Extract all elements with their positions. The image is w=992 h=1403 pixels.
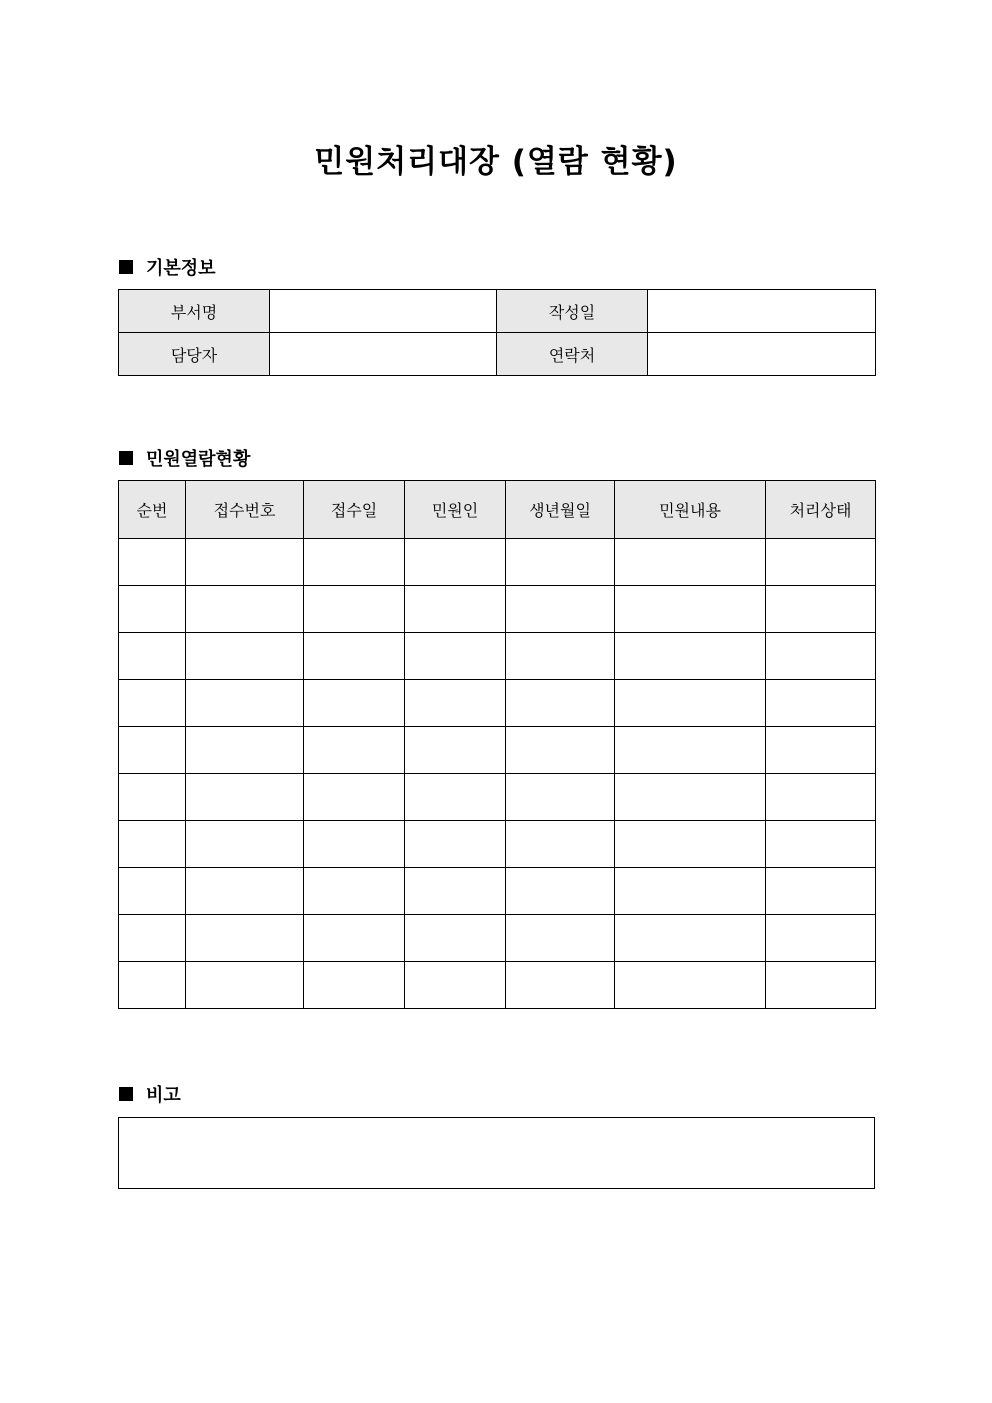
table-cell[interactable]: [506, 633, 615, 680]
table-cell[interactable]: [405, 868, 506, 915]
table-cell[interactable]: [405, 821, 506, 868]
table-cell[interactable]: [766, 962, 876, 1009]
section-list-label: 민원열람현황: [146, 449, 251, 470]
table-cell[interactable]: [119, 539, 186, 586]
table-cell[interactable]: [615, 586, 766, 633]
table-cell[interactable]: [506, 915, 615, 962]
table-cell[interactable]: [506, 727, 615, 774]
table-cell[interactable]: [405, 774, 506, 821]
column-header: 민원인: [405, 481, 506, 539]
table-row: [119, 633, 876, 680]
table-cell[interactable]: [766, 633, 876, 680]
table-cell[interactable]: [186, 821, 304, 868]
contact-field[interactable]: [648, 333, 876, 376]
table-cell[interactable]: [304, 539, 405, 586]
table-cell[interactable]: [119, 962, 186, 1009]
table-row: [119, 915, 876, 962]
table-cell[interactable]: [304, 633, 405, 680]
table-cell[interactable]: [304, 962, 405, 1009]
table-cell[interactable]: [766, 821, 876, 868]
table-cell[interactable]: [766, 680, 876, 727]
table-cell[interactable]: [186, 539, 304, 586]
table-cell[interactable]: [304, 680, 405, 727]
table-cell[interactable]: [766, 727, 876, 774]
table-row: [119, 586, 876, 633]
table-cell[interactable]: [766, 586, 876, 633]
square-bullet-icon: [119, 260, 133, 274]
table-cell[interactable]: [405, 727, 506, 774]
column-header: 접수일: [304, 481, 405, 539]
date-label: 작성일: [497, 290, 648, 333]
column-header: 순번: [119, 481, 186, 539]
section-note: [119, 1081, 181, 1107]
table-cell[interactable]: [186, 962, 304, 1009]
date-field[interactable]: [648, 290, 876, 333]
table-cell[interactable]: [615, 539, 766, 586]
table-header-row: [119, 481, 876, 539]
table-cell[interactable]: [615, 774, 766, 821]
section-basic-info-label: 기본정보: [146, 258, 216, 279]
column-header: 민원내용: [615, 481, 766, 539]
table-cell[interactable]: [615, 868, 766, 915]
table-row: [119, 539, 876, 586]
table-cell[interactable]: [186, 868, 304, 915]
section-basic-info: [119, 254, 216, 280]
table-row: [119, 868, 876, 915]
table-row: [119, 333, 876, 376]
table-cell[interactable]: [119, 727, 186, 774]
table-cell[interactable]: [405, 680, 506, 727]
square-bullet-icon: [119, 1087, 133, 1101]
table-cell[interactable]: [615, 915, 766, 962]
table-cell[interactable]: [304, 868, 405, 915]
table-row: [119, 680, 876, 727]
table-cell[interactable]: [304, 586, 405, 633]
dept-field[interactable]: [270, 290, 497, 333]
table-cell[interactable]: [615, 821, 766, 868]
complaint-list-table: [118, 480, 876, 1009]
table-cell[interactable]: [119, 821, 186, 868]
table-cell[interactable]: [186, 633, 304, 680]
table-cell[interactable]: [405, 633, 506, 680]
table-cell[interactable]: [304, 727, 405, 774]
column-header: 생년월일: [506, 481, 615, 539]
table-cell[interactable]: [615, 962, 766, 1009]
table-cell[interactable]: [766, 774, 876, 821]
table-body: [119, 539, 876, 1009]
table-cell[interactable]: [506, 586, 615, 633]
basic-info-table: [118, 289, 876, 376]
table-row: [119, 821, 876, 868]
table-cell[interactable]: [615, 633, 766, 680]
table-cell[interactable]: [405, 915, 506, 962]
table-cell[interactable]: [119, 680, 186, 727]
table-cell[interactable]: [186, 774, 304, 821]
table-cell[interactable]: [615, 727, 766, 774]
table-cell[interactable]: [506, 868, 615, 915]
square-bullet-icon: [119, 451, 133, 465]
table-cell[interactable]: [119, 586, 186, 633]
table-cell[interactable]: [119, 633, 186, 680]
column-header: 접수번호: [186, 481, 304, 539]
table-cell[interactable]: [119, 915, 186, 962]
table-cell[interactable]: [186, 680, 304, 727]
table-cell[interactable]: [766, 868, 876, 915]
dept-label: 부서명: [119, 290, 270, 333]
table-cell[interactable]: [405, 962, 506, 1009]
table-cell[interactable]: [186, 727, 304, 774]
table-cell[interactable]: [304, 915, 405, 962]
manager-field[interactable]: [270, 333, 497, 376]
table-cell[interactable]: [506, 962, 615, 1009]
page-title: 민원처리대장 (열람 현황): [314, 144, 678, 180]
table-row: [119, 774, 876, 821]
table-cell[interactable]: [186, 586, 304, 633]
table-cell[interactable]: [766, 915, 876, 962]
column-header: 처리상태: [766, 481, 876, 539]
table-row: [119, 962, 876, 1009]
note-field[interactable]: [118, 1117, 875, 1189]
table-cell[interactable]: [506, 774, 615, 821]
contact-label: 연락처: [497, 333, 648, 376]
table-cell[interactable]: [506, 539, 615, 586]
table-cell[interactable]: [304, 774, 405, 821]
table-cell[interactable]: [304, 821, 405, 868]
table-row: [119, 727, 876, 774]
manager-label: 담당자: [119, 333, 270, 376]
table-row: [119, 290, 876, 333]
table-cell[interactable]: [766, 539, 876, 586]
table-cell[interactable]: [119, 868, 186, 915]
table-cell[interactable]: [186, 915, 304, 962]
table-cell[interactable]: [506, 821, 615, 868]
table-cell[interactable]: [119, 774, 186, 821]
section-note-label: 비고: [146, 1085, 181, 1106]
section-list: [119, 445, 250, 471]
table-cell[interactable]: [405, 586, 506, 633]
table-cell[interactable]: [615, 680, 766, 727]
table-cell[interactable]: [506, 680, 615, 727]
table-cell[interactable]: [405, 539, 506, 586]
